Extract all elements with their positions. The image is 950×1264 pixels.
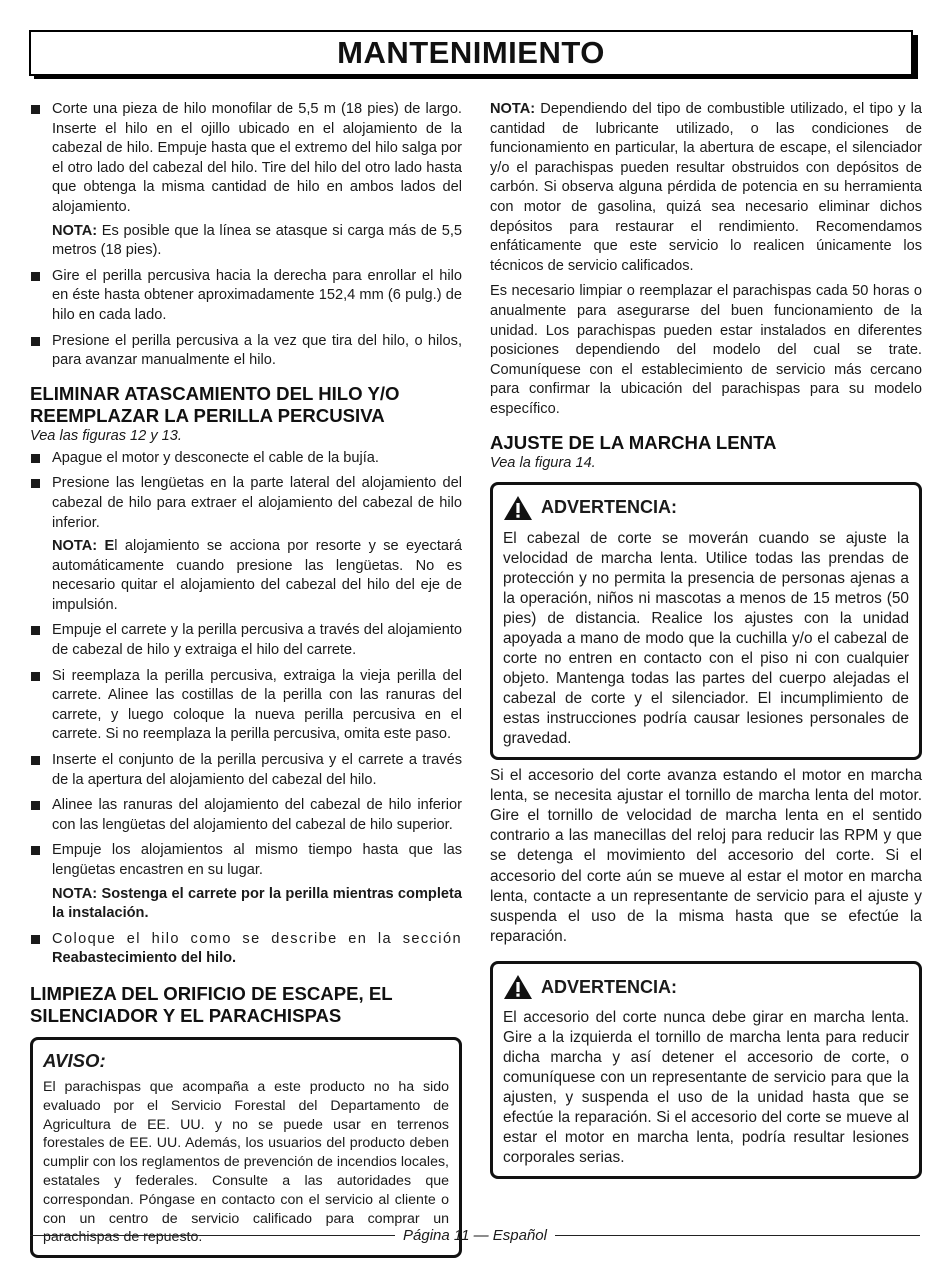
note-bold: NOTA: Sostenga el carrete por la perilla mientras completa la instalación. — [52, 885, 462, 922]
list-item-text: Coloque el hilo como se describe en la sección — [52, 930, 462, 947]
warning-header — [503, 495, 909, 521]
list-item: Alinee las ranuras del alojamiento del cabezal de hilo inferior con las lengüetas del alojamiento del cabezal de hilo superior. — [30, 796, 462, 835]
list-item: Presione el perilla percusiva a la vez que tira del hilo, o hilos, para avanzar manualmente el hilo. — [30, 332, 462, 371]
section-heading-eliminar-atascamiento: ELIMINAR ATASCAMIENTO DEL HILO Y/O REEMPLAZAR LA PERILLA PERCUSIVA — [30, 382, 400, 426]
aviso-text: El parachispas que acompaña a este producto no ha sido evaluado por el Servicio Forestal del Departamento de Agricultura de EE. UU. y no se puede usar en terrenos forestales de EE. UU. Además, los usuarios del producto deben cumplir con los reglamentos de prevención de incendios locales, estatales y federales. Consulte a las autoridades que correspondan. Póngase en contacto con el servicio al cliente o con un centro de servicio calificado para comprar un parachispas de repuesto. — [43, 1078, 449, 1246]
footer-rule-left — [30, 1235, 395, 1236]
list-item: Presione las lengüetas en la parte lateral del alojamiento del cabezal de hilo para extraer el alojamiento del cabezal de hilo inferior. — [30, 474, 462, 533]
list-item: Gire el perilla percusiva hacia la derecha para enrollar el hilo en éste hasta obtener aproximadamente 152,4 mm (6 pulg.) de hilo en cada lado. — [30, 267, 462, 326]
page-footer — [30, 1225, 920, 1245]
warning-title: ADVERTENCIA: — [541, 497, 678, 517]
right-column — [490, 100, 922, 1185]
page-title: MANTENIMIENTO — [337, 35, 605, 70]
left-column — [30, 100, 462, 1264]
note — [30, 222, 462, 261]
paragraph: Si el accesorio del corte avanza estando el motor en marcha lenta, se necesita ajustar el tornillo de marcha lenta del motor. Gire el tornillo de velocidad de marcha lenta en el sentido contrario a las manecillas del reloj para reducir las RPM y que se detenga el movimiento del accesorio del corte. Si el accesorio del corte aún se mueve al estar el motor en marcha lenta, contacte a un representante de servicio para el ajuste y suspenda el uso de la misma hasta que se efectúe la reparación. — [490, 766, 922, 946]
list-item: Corte una pieza de hilo monofilar de 5,5 m (18 pies) de largo. Inserte el hilo en el ojillo ubicado en el alojamiento de la cabezal de hilo. Empuje hasta que el extremo del hilo salga por el otro lado del cabezal del hilo. Tire del hilo del otro lado hasta que obtenga la misma cantidad de hilo en ambos lados del alojamiento. — [30, 100, 462, 218]
warning-text: El accesorio del corte nunca debe girar en marcha lenta. Gire a la izquierda el tornillo de marcha lenta para reducir dicha marcha y así detener el accesorio de corte, o comuníquese con un representante de servicio para que la ajusten, y suspenda el uso de la unidad hasta que se efectúe la reparación. Si el accesorio del corte se mueve al estar el motor en marcha lenta, podría resultar lesiones corporales serias. — [503, 1009, 909, 1167]
warning-title: ADVERTENCIA: — [541, 976, 678, 997]
note — [30, 537, 462, 615]
list-item: Inserte el conjunto de la perilla percusiva y el carrete a través de la apertura del alojamiento del cabezal del hilo. — [30, 751, 462, 790]
page-title-banner — [29, 30, 913, 76]
list-item — [30, 930, 462, 969]
warning-box — [490, 961, 922, 1179]
section-heading-ajuste-marcha-lenta: AJUSTE DE LA MARCHA LENTA — [490, 431, 777, 453]
paragraph: Es necesario limpiar o reemplazar el parachispas cada 50 horas o anualmente para asegurarse del buen funcionamiento de la unidad. Los parachispas pueden estar instalados en diferentes posiciones dependiendo del modelo del cual se trate. Comuníquese con el establecimiento de servicio más cercano para confirmar la ubicación del parachispas para su modelo específico. — [490, 283, 922, 417]
list-item: Empuje los alojamientos al mismo tiempo hasta que las lengüetas encastren en su lugar. — [30, 841, 462, 880]
note-text: l alojamiento se acciona por resorte y se eyectará automáticamente cuando presione las lengüetas. No es necesario quitar el alojamiento del cabezal del hilo del eje de impulsión. — [52, 538, 462, 613]
warning-triangle-icon — [503, 974, 533, 1000]
note-text: Es posible que la línea se atasque si carga más de 5,5 metros (18 pies). — [52, 222, 462, 259]
aviso-title: AVISO: — [43, 1049, 106, 1071]
figure-reference: Vea la figura 14. — [490, 454, 596, 471]
list-item: Empuje el carrete y la perilla percusiva a través del alojamiento de cabezal de hilo y extraiga el hilo del carrete. — [30, 621, 462, 660]
list-item: Si reemplaza la perilla percusiva, extraiga la vieja perilla del carrete. Alinee las costillas de la perilla con las ranuras del carrete, y luego coloque la nueva perilla percusiva en el carrete. Si no reemplaza la perilla percusiva, omita este paso. — [30, 667, 462, 745]
note-label: NOTA: — [490, 101, 536, 117]
warning-triangle-icon — [503, 495, 533, 521]
note-text: Dependiendo del tipo de combustible utilizado, el tipo y la cantidad de lubricante utilizado, o las condiciones de funcionamiento en particular, la abertura de escape, el silenciador y/o el parachispas pueden resultar obstruidos con depósitos de carbón. Si observa alguna pérdida de potencia en su herramienta con motor de gasolina, quizá sea necesario eliminar dichos depósitos para restaurar el rendimiento. Recomendamos enfáticamente que este servicio lo realicen únicamente los técnicos de servicio calificados. — [490, 101, 922, 274]
warning-box — [490, 482, 922, 760]
footer-rule-right — [555, 1235, 920, 1236]
note — [490, 100, 922, 276]
figure-reference: Vea las figuras 12 y 13. — [30, 427, 182, 444]
warning-header — [503, 974, 909, 1000]
list-item-bold: Reabastecimiento del hilo. — [52, 950, 237, 967]
page-number: Página 11 — Español — [403, 1226, 547, 1244]
list-item: Apague el motor y desconecte el cable de la bujía. — [30, 449, 462, 469]
note-label: NOTA: — [52, 222, 98, 239]
warning-text: El cabezal de corte se moverán cuando se ajuste la velocidad de marcha lenta. Utilice todas las prendas de protección y no permita la presencia de personas ajenas a la operación, niños ni mascotas a menos de 15 metros (50 pies) de distancia. Realice los ajustes con la unidad apoyada a mano de modo que la cuchilla y/o el cabezal de corte no entren en contacto con el piso ni con cualquier objeto. Mantenga todas las partes del cuerpo alejadas el cabezal de corte y el silenciador. El incumplimiento de estas instrucciones podría causar lesiones personales de gravedad. — [503, 529, 909, 747]
section-heading-limpieza: LIMPIEZA DEL ORIFICIO DE ESCAPE, EL SILENCIADOR Y EL PARACHISPAS — [30, 982, 393, 1026]
note-label: NOTA: E — [52, 538, 115, 555]
